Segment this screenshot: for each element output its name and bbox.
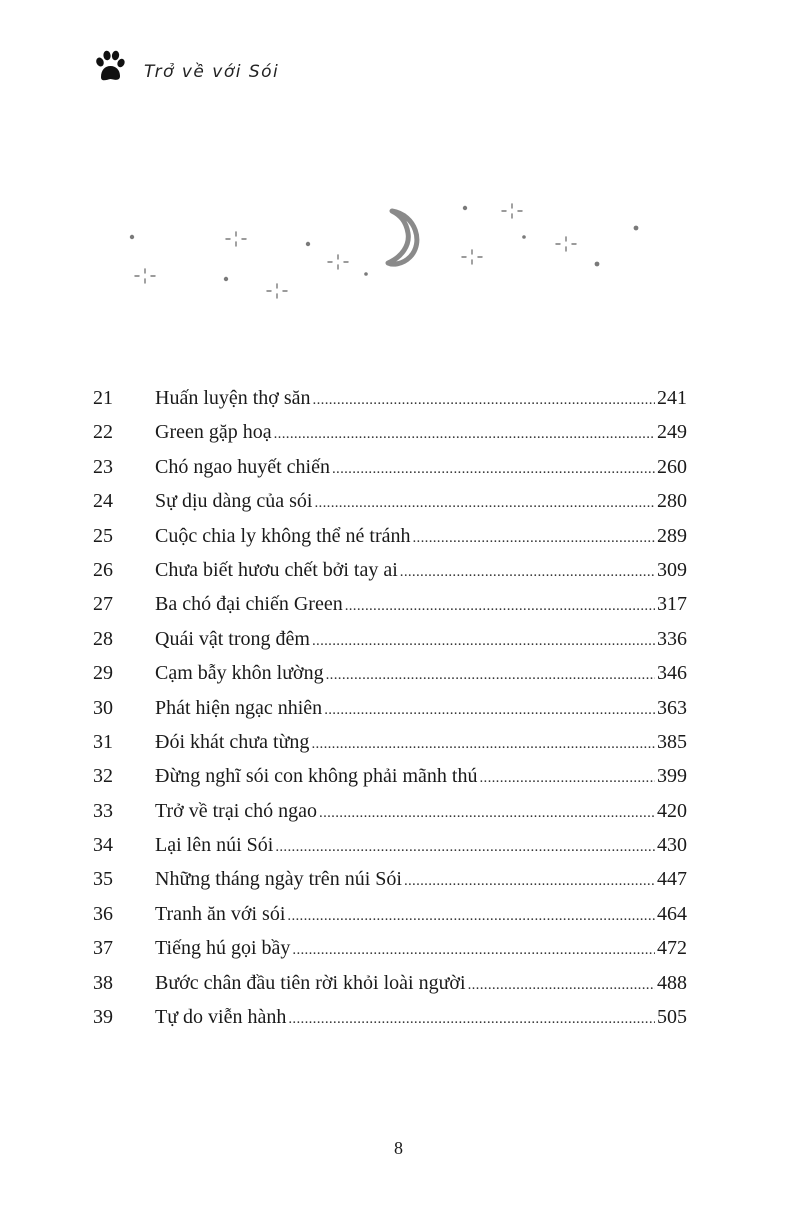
chapter-number: 34	[93, 834, 113, 857]
chapter-page-number: 289	[657, 524, 687, 547]
chapter-number: 36	[93, 902, 113, 925]
chapter-title: Cạm bẫy khôn lường	[155, 662, 324, 685]
chapter-page-number: 385	[657, 730, 687, 753]
chapter-number: 24	[93, 490, 113, 513]
chapter-title: Phát hiện ngạc nhiên	[155, 696, 323, 719]
book-title: Trở về với Sói	[144, 62, 280, 82]
chapter-title: Sự dịu dàng của sói	[155, 490, 313, 513]
chapter-number: 30	[93, 696, 113, 719]
dot-leader	[313, 383, 655, 417]
toc-entry	[93, 587, 687, 621]
chapter-page-number: 399	[657, 765, 687, 788]
toc-entry	[93, 931, 687, 965]
dot-leader	[404, 864, 655, 898]
chapter-number: 22	[93, 421, 113, 444]
chapter-number: 26	[93, 558, 113, 581]
dot-leader	[311, 727, 655, 761]
paw-print-icon	[94, 50, 126, 84]
toc-entry	[93, 519, 687, 553]
dot-leader	[413, 521, 656, 555]
dot-leader	[345, 589, 655, 623]
dot-leader	[479, 761, 655, 795]
dot-leader	[324, 693, 655, 727]
chapter-page-number: 280	[657, 490, 687, 513]
dot-leader	[468, 968, 655, 1002]
chapter-number: 33	[93, 799, 113, 822]
chapter-title: Quái vật trong đêm	[155, 627, 310, 650]
dot-leader	[274, 417, 655, 451]
toc-entry	[93, 725, 687, 759]
chapter-page-number: 336	[657, 627, 687, 650]
chapter-number: 35	[93, 868, 113, 891]
chapter-title: Cuộc chia ly không thể né tránh	[155, 524, 411, 547]
chapter-number: 25	[93, 524, 113, 547]
chapter-page-number: 346	[657, 662, 687, 685]
chapter-page-number: 505	[657, 1006, 687, 1029]
toc-entry	[93, 794, 687, 828]
chapter-title: Chưa biết hươu chết bởi tay ai	[155, 558, 398, 581]
table-of-contents	[93, 381, 687, 1034]
chapter-title: Những tháng ngày trên núi Sói	[155, 868, 402, 891]
toc-entry	[93, 415, 687, 449]
chapter-page-number: 363	[657, 696, 687, 719]
toc-entry	[93, 862, 687, 896]
chapter-number: 38	[93, 971, 113, 994]
chapter-page-number: 260	[657, 455, 687, 478]
toc-entry	[93, 897, 687, 931]
toc-entry	[93, 1000, 687, 1034]
dot-leader	[288, 1002, 655, 1036]
page-number: 8	[394, 1138, 403, 1158]
chapter-page-number: 420	[657, 799, 687, 822]
toc-entry	[93, 622, 687, 656]
chapter-title: Đừng nghĩ sói con không phải mãnh thú	[155, 765, 478, 788]
dot-leader	[400, 555, 655, 589]
chapter-page-number: 488	[657, 971, 687, 994]
chapter-page-number: 249	[657, 421, 687, 444]
toc-entry	[93, 656, 687, 690]
chapter-page-number: 464	[657, 902, 687, 925]
crescent-moon-and-stars-icon	[120, 195, 660, 305]
chapter-number: 31	[93, 730, 113, 753]
dot-leader	[312, 624, 655, 658]
dot-leader	[319, 796, 655, 830]
chapter-page-number: 241	[657, 387, 687, 409]
toc-entry	[93, 553, 687, 587]
chapter-number: 37	[93, 937, 113, 960]
toc-entry	[93, 691, 687, 725]
toc-entry	[93, 759, 687, 793]
chapter-title: Green gặp hoạ	[155, 421, 272, 444]
dot-leader	[275, 830, 655, 864]
chapter-title: Tranh ăn với sói	[155, 902, 286, 925]
chapter-title: Đói khát chưa từng	[155, 730, 310, 753]
chapter-page-number: 472	[657, 937, 687, 960]
chapter-title: Trở về trại chó ngao	[155, 799, 318, 822]
dot-leader	[332, 452, 655, 486]
chapter-title: Bước chân đầu tiên rời khỏi loài người	[155, 971, 466, 994]
dot-leader	[315, 486, 656, 520]
toc-entry	[93, 484, 687, 518]
chapter-page-number: 309	[657, 558, 687, 581]
chapter-number: 21	[93, 387, 113, 409]
toc-entry	[93, 828, 687, 862]
toc-entry	[93, 966, 687, 1000]
dot-leader	[326, 658, 655, 692]
chapter-number: 32	[93, 765, 113, 788]
running-header	[94, 48, 394, 88]
chapter-title: Chó ngao huyết chiến	[155, 455, 330, 478]
toc-entry	[93, 381, 687, 415]
chapter-number: 39	[93, 1006, 113, 1029]
chapter-title: Ba chó đại chiến Green	[155, 593, 343, 616]
chapter-title: Lại lên núi Sói	[155, 834, 274, 857]
chapter-number: 29	[93, 662, 113, 685]
toc-entry	[93, 450, 687, 484]
chapter-page-number: 317	[657, 593, 687, 616]
chapter-title: Tiếng hú gọi bầy	[155, 937, 291, 960]
chapter-title: Huấn luyện thợ săn	[155, 387, 311, 409]
chapter-page-number: 447	[657, 868, 687, 891]
chapter-page-number: 430	[657, 834, 687, 857]
chapter-number: 23	[93, 455, 113, 478]
chapter-number: 27	[93, 593, 113, 616]
dot-leader	[292, 933, 655, 967]
chapter-title: Tự do viễn hành	[155, 1006, 287, 1029]
chapter-number: 28	[93, 627, 113, 650]
dot-leader	[287, 899, 655, 933]
